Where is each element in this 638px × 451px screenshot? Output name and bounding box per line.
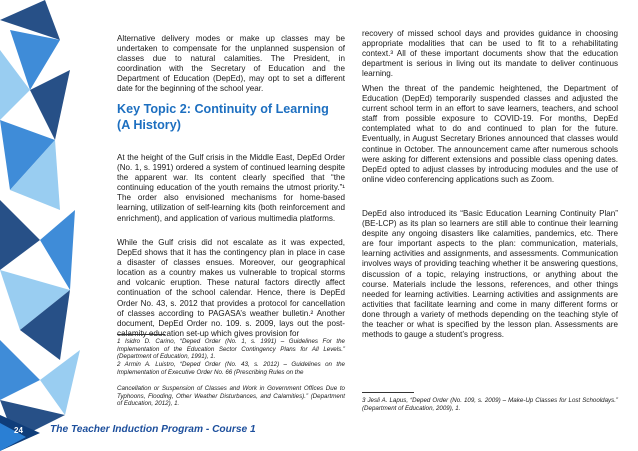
body-paragraph-contingency: While the Gulf crisis did not escalate as it was expected, DepEd shows that it has the contingency plan in place in case a disaster of classes ensues. Moreover, our geographical location as a country makes us vulnerable to tropical storms and volcanic eruption. These natural factors directly affect continuation of the school calendar. Hence, there is DepEd Order No. 43, s. 2012 that provides a protocol for cancellation of classes according to PAGASA’s weather bulletin.² Another document, DepEd Order no. 109. s. 2009, lays out the post-calamity education set-up which gives provision for xyxy=(117,238,345,338)
footnote-1: 1 Isidro D. Carino, “Deped Order (No. 1, s. 1991) – Guidelines For the Implementation of the Education Sector Contingency Plans for All Levels.” (Department of Education, 1991), 1. xyxy=(117,338,345,361)
footnote-2-continued: Cancellation or Suspension of Classes and Work in Government Offices Due to Typhoons, Flooding, Other Weather Disturbances, and Calamities).” (Department of Education, 2012), 1. xyxy=(117,385,345,408)
footnote-separator-right xyxy=(362,392,414,393)
section-heading xyxy=(117,101,345,133)
body-paragraph-recovery: recovery of missed school days and provides guidance in choosing appropriate modalities that can be used to fit to a rehabilitating context.³ All of these important documents show that the education department is serious in living out its mandate to deliver continuous learning. xyxy=(362,29,618,79)
footnote-2: 2 Armin A. Luistro, “Deped Order (No. 43, s. 2012) – Guidelines on the Implementation of Executive Order No. 66 (Prescribing Rules on the xyxy=(117,361,345,376)
body-paragraph-pandemic: When the threat of the pandemic heightened, the Department of Education (DepEd) temporarily suspended classes and adjusted the current school term in an effort to save learners, teachers, and school staff from possible exposure to COVID-19. For months, DepEd contemplated what to do and continued to plan for the future. Eventually, in August Secretary Briones announced that classes would continue in October. The announcement came after numerous schools were asking for different extensions and possible class opening dates. DepEd opted to adjust classes by introducing modules and the use of online video conferencing applications such as Zoom. xyxy=(362,84,618,184)
body-paragraph-be-lcp: DepEd also introduced its “Basic Education Learning Continuity Plan” (BE-LCP) as its plan so learners are still able to continue their learning despite any ongoing disasters like calamities, pandemics, etc. There are four important aspects to the plan: communication, materials, learning activities and assignments, and assessments. Communication involves ways of providing teaching whether it be answering questions, discussion of a topic, relaying instructions, or anything about the course. Materials include the lessons, references, and other things needed for learning activities. Learning activities and assignments are activities that facilitate learning and come in many different forms or done through a variety of methods depending on the teaching style of the teacher or what is specified by the lesson plan. Assessments are methods to gauge a student’s progress. xyxy=(362,209,618,340)
page-number: 24 xyxy=(14,426,23,435)
decorative-triangle-pattern xyxy=(0,0,115,451)
footnote-3: 3 Jesli A. Lapus, “Deped Order (No. 109, s. 2009) – Make-Up Classes for Lost Schooldays.” (Department of Education, 2009), 1. xyxy=(362,397,618,412)
heading-line2: (A History) xyxy=(117,118,181,132)
decor-triangle xyxy=(0,340,40,400)
footer-title: The Teacher Induction Program - Course 1 xyxy=(50,424,256,435)
body-paragraph-gulf-crisis: At the height of the Gulf crisis in the Middle East, DepEd Order (No. 1, s. 1991) ordered a system of continued learning despite the apparent war. Its content clearly specified that “the continuing education of the youth remains the utmost priority.”¹ The order also envisioned mechanisms for home-based learning, utilization of self-learning kits (both reinforcement and enrichment), and application of various multimedia platforms. xyxy=(117,153,345,223)
intro-paragraph: Alternative delivery modes or make up classes may be undertaken to compensate for the unplanned suspension of classes due to natural calamities. The President, in coordination with the Secretary of Education and the Department of Education (DepEd), may opt to set a different date for the beginning of the school year. xyxy=(117,34,345,94)
heading-line1: Key Topic 2: Continuity of Learning xyxy=(117,102,329,116)
decor-triangle xyxy=(0,200,40,270)
decor-triangle xyxy=(30,70,70,140)
decor-triangle xyxy=(40,210,75,290)
footnote-separator xyxy=(117,334,165,335)
